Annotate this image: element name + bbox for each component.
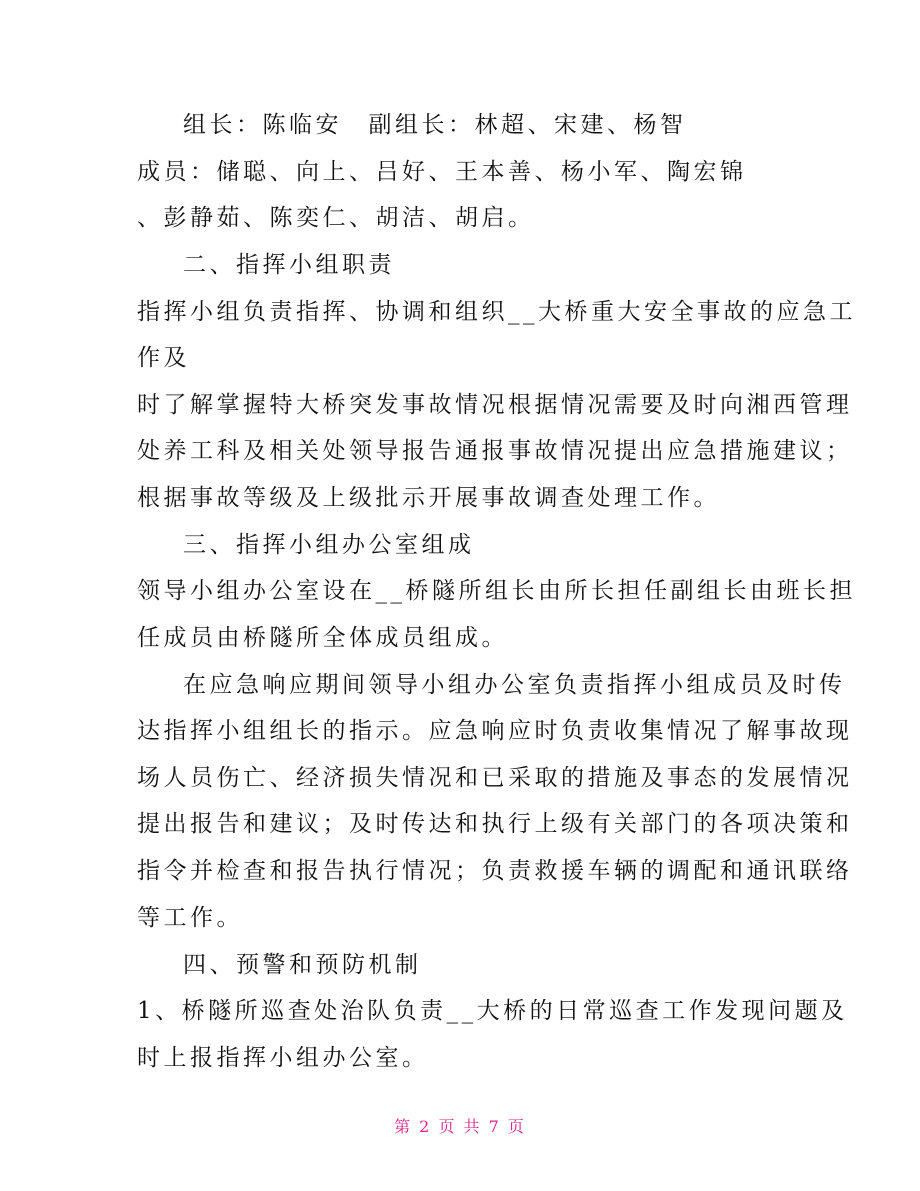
team-leaders-line: 组长：陈临安 副组长：林超、宋建、杨智	[183, 112, 687, 138]
section-heading-3: 三、指挥小组办公室组成	[183, 532, 475, 558]
paragraph-line: 根据事故等级及上级批示开展事故调查处理工作。	[137, 485, 720, 511]
paragraph-line: 在应急响应期间领导小组办公室负责指挥小组成员及时传	[183, 672, 846, 698]
paragraph-line: 处养工科及相关处领导报告通报事故情况提出应急措施建议；	[137, 438, 853, 464]
members-line-1: 成员：储聪、向上、吕好、王本善、杨小军、陶宏锦	[137, 159, 747, 185]
paragraph-line: 提出报告和建议；及时传达和执行上级有关部门的各项决策和	[137, 811, 853, 837]
paragraph-line: 任成员由桥隧所全体成员组成。	[137, 625, 508, 651]
paragraph-line: 领导小组办公室设在__桥隧所组长由所长担任副组长由班长担	[137, 578, 856, 604]
section-heading-4: 四、预警和预防机制	[183, 952, 422, 978]
paragraph-line: 场人员伤亡、经济损失情况和已采取的措施及事态的发展情况	[137, 765, 853, 791]
paragraph-line: 作及	[137, 345, 190, 371]
paragraph-line: 1、桥隧所巡查处治队负责__大桥的日常巡查工作发现问题及	[137, 998, 848, 1024]
paragraph-line: 时了解掌握特大桥突发事故情况根据情况需要及时向湘西管理	[137, 392, 853, 418]
paragraph-line: 指令并检查和报告执行情况；负责救援车辆的调配和通讯联络	[137, 858, 853, 884]
paragraph-line: 时上报指挥小组办公室。	[137, 1045, 429, 1071]
paragraph-line: 等工作。	[137, 905, 243, 931]
page-number-footer: 第 2 页 共 7 页	[394, 1117, 526, 1136]
members-line-2: 、彭静茹、陈奕仁、胡洁、胡启。	[137, 205, 535, 231]
paragraph-line: 指挥小组负责指挥、协调和组织__大桥重大安全事故的应急工	[137, 299, 856, 325]
paragraph-line: 达指挥小组组长的指示。应急响应时负责收集情况了解事故现	[137, 718, 853, 744]
section-heading-2: 二、指挥小组职责	[183, 252, 395, 278]
